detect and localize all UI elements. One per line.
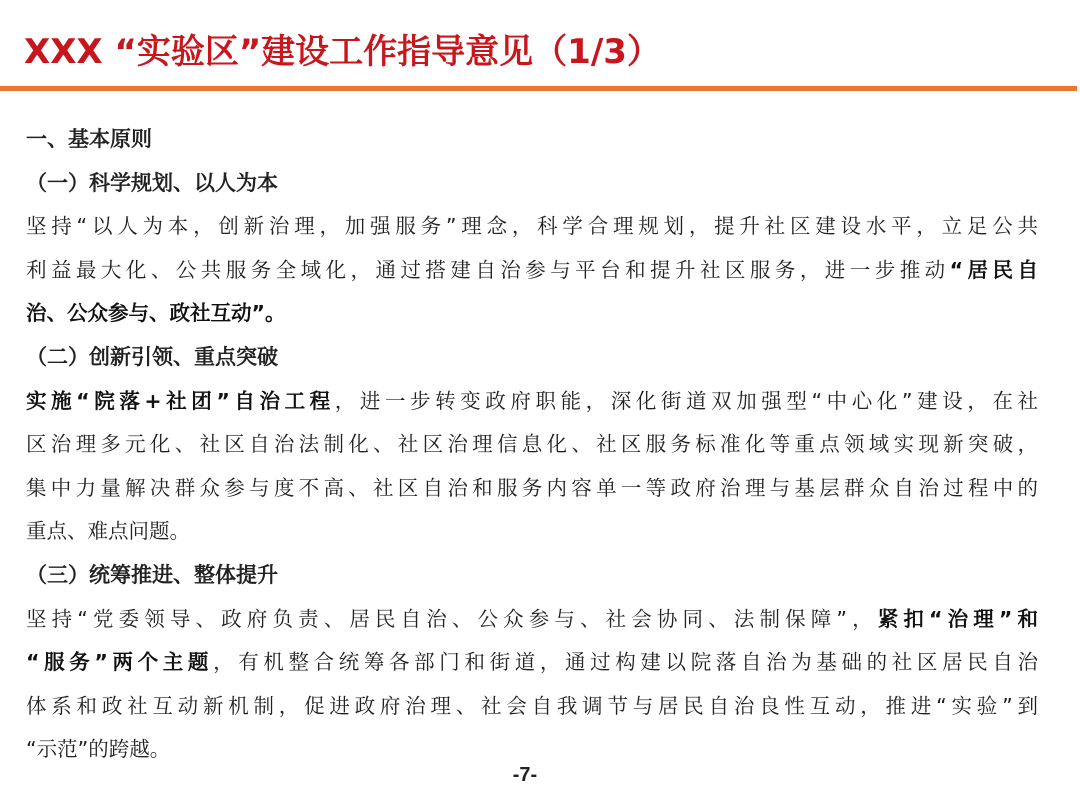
section-heading: 一、基本原则	[26, 127, 152, 151]
emphasis-run: 治、公众参与、政社互动”。	[26, 301, 286, 326]
paragraph-line	[26, 423, 1038, 467]
text-run: ，有机整合统筹各部门和街道，通过构建以院落自治为基础的社区居民自治	[213, 650, 1038, 675]
paragraph-line	[26, 249, 1038, 293]
paragraph-line	[26, 598, 1038, 642]
text-run: “示范”的跨越。	[26, 737, 171, 762]
emphasis-run: “居民自	[949, 257, 1038, 282]
text-run: 重点、难点问题。	[26, 519, 190, 544]
paragraph-line	[26, 685, 1038, 729]
page-number: -7-	[512, 764, 538, 786]
slide-body	[26, 118, 1038, 772]
text-run: 坚持“党委领导、政府负责、居民自治、公众参与、社会协同、法制保障”，	[26, 606, 878, 631]
paragraph-line	[26, 641, 1038, 685]
paragraph-line	[26, 292, 1038, 336]
text-run: 坚持“以人为本，创新治理，加强服务”理念，科学合理规划，提升社区建设水平，立足公共	[26, 214, 1038, 239]
emphasis-run: “服务”两个主题	[26, 650, 214, 675]
text-run: 集中力量解决群众参与度不高、社区自治和服务内容单一等政府治理与基层群众自治过程中的	[26, 475, 1038, 500]
paragraph-line	[26, 205, 1038, 249]
text-run: 利益最大化、公共服务全域化，通过搭建自治参与平台和提升社区服务，进一步推动	[26, 257, 950, 282]
subsection-heading-2: （二）创新引领、重点突破	[26, 344, 278, 369]
title-divider	[0, 86, 1077, 91]
paragraph-line	[26, 467, 1038, 511]
emphasis-run: 实施“院落+社团”自治工程	[26, 388, 335, 413]
paragraph-line	[26, 510, 1038, 554]
text-run: ，进一步转变政府职能，深化街道双加强型“中心化”建设，在社	[334, 388, 1038, 413]
subsection-heading-1: （一）科学规划、以人为本	[26, 170, 278, 195]
text-run: 区治理多元化、社区自治法制化、社区治理信息化、社区服务标准化等重点领域实现新突破，	[26, 432, 1038, 457]
slide-title: XXX “实验区”建设工作指导意见（1/3）	[24, 32, 661, 72]
paragraph-line	[26, 380, 1038, 424]
emphasis-run: 紧扣“治理”和	[877, 606, 1038, 631]
subsection-heading-3: （三）统筹推进、整体提升	[26, 562, 278, 587]
text-run: 体系和政社互动新机制，促进政府治理、社会自我调节与居民自治良性互动，推进“实验”到	[26, 693, 1038, 718]
